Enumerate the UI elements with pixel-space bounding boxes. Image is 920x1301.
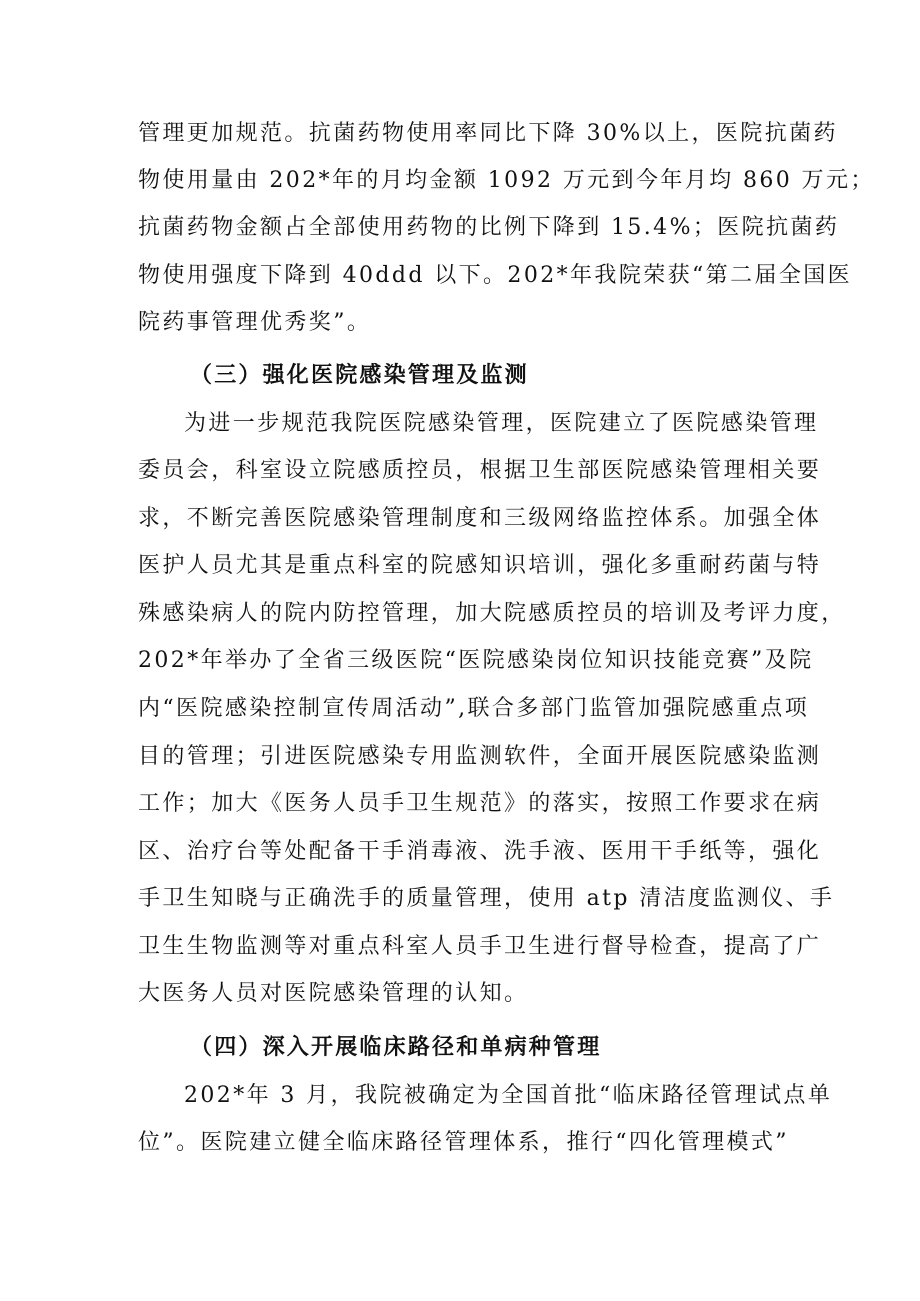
body-text-line: 抗菌药物金额占全部使用药物的比例下降到 15.4%；医院抗菌药 xyxy=(138,215,840,240)
body-text-line: 为进一步规范我院医院感染管理，医院建立了医院感染管理 xyxy=(184,411,819,436)
body-text-line: 目的管理；引进医院感染专用监测软件，全面开展医院感染监测 xyxy=(138,744,822,769)
body-text-line: 委员会，科室设立院感质控员，根据卫生部医院感染管理相关要 xyxy=(138,458,822,483)
body-text-line: 求，不断完善医院感染管理制度和三级网络监控体系。加强全体 xyxy=(138,506,822,531)
body-text-line: 内“医院感染控制宣传周活动”,联合多部门监管加强院感重点项 xyxy=(138,696,810,721)
section-heading: （四）深入开展临床路径和单病种管理 xyxy=(190,1035,602,1060)
body-text-line: 工作；加大《医务人员手卫生规范》的落实，按照工作要求在病 xyxy=(138,791,822,816)
body-text-line: 医护人员尤其是重点科室的院感知识培训，强化多重耐药菌与特 xyxy=(138,553,822,578)
body-text-line: 殊感染病人的院内防控管理，加大院感质控员的培训及考评力度， xyxy=(138,601,846,626)
body-text-line: 物使用强度下降到 40ddd 以下。202*年我院荣获“第二届全国医 xyxy=(138,263,853,288)
body-text-line: 位”。医院建立健全临床路径管理体系，推行“四化管理模式” xyxy=(138,1130,789,1155)
body-text-line: 202*年举办了全省三级医院“医院感染岗位知识技能竞赛”及院 xyxy=(138,648,814,673)
body-text-line: 物使用量由 202*年的月均金额 1092 万元到今年月均 860 万元； xyxy=(138,168,875,193)
body-text-line: 202*年 3 月，我院被确定为全国首批“临床路径管理试点单 xyxy=(184,1083,833,1108)
body-text-line: 区、治疗台等处配备干手消毒液、洗手液、医用干手纸等，强化 xyxy=(138,839,822,864)
body-text-line: 卫生生物监测等对重点科室人员手卫生进行督导检查，提高了广 xyxy=(138,934,822,959)
section-heading: （三）强化医院感染管理及监测 xyxy=(190,363,529,388)
body-text-line: 院药事管理优秀奖”。 xyxy=(138,310,372,335)
body-text-line: 大医务人员对医院感染管理的认知。 xyxy=(138,981,529,1006)
body-text-line: 手卫生知晓与正确洗手的质量管理，使用 atp 清洁度监测仪、手 xyxy=(138,886,835,911)
body-text-line: 管理更加规范。抗菌药物使用率同比下降 30%以上，医院抗菌药 xyxy=(138,121,838,146)
